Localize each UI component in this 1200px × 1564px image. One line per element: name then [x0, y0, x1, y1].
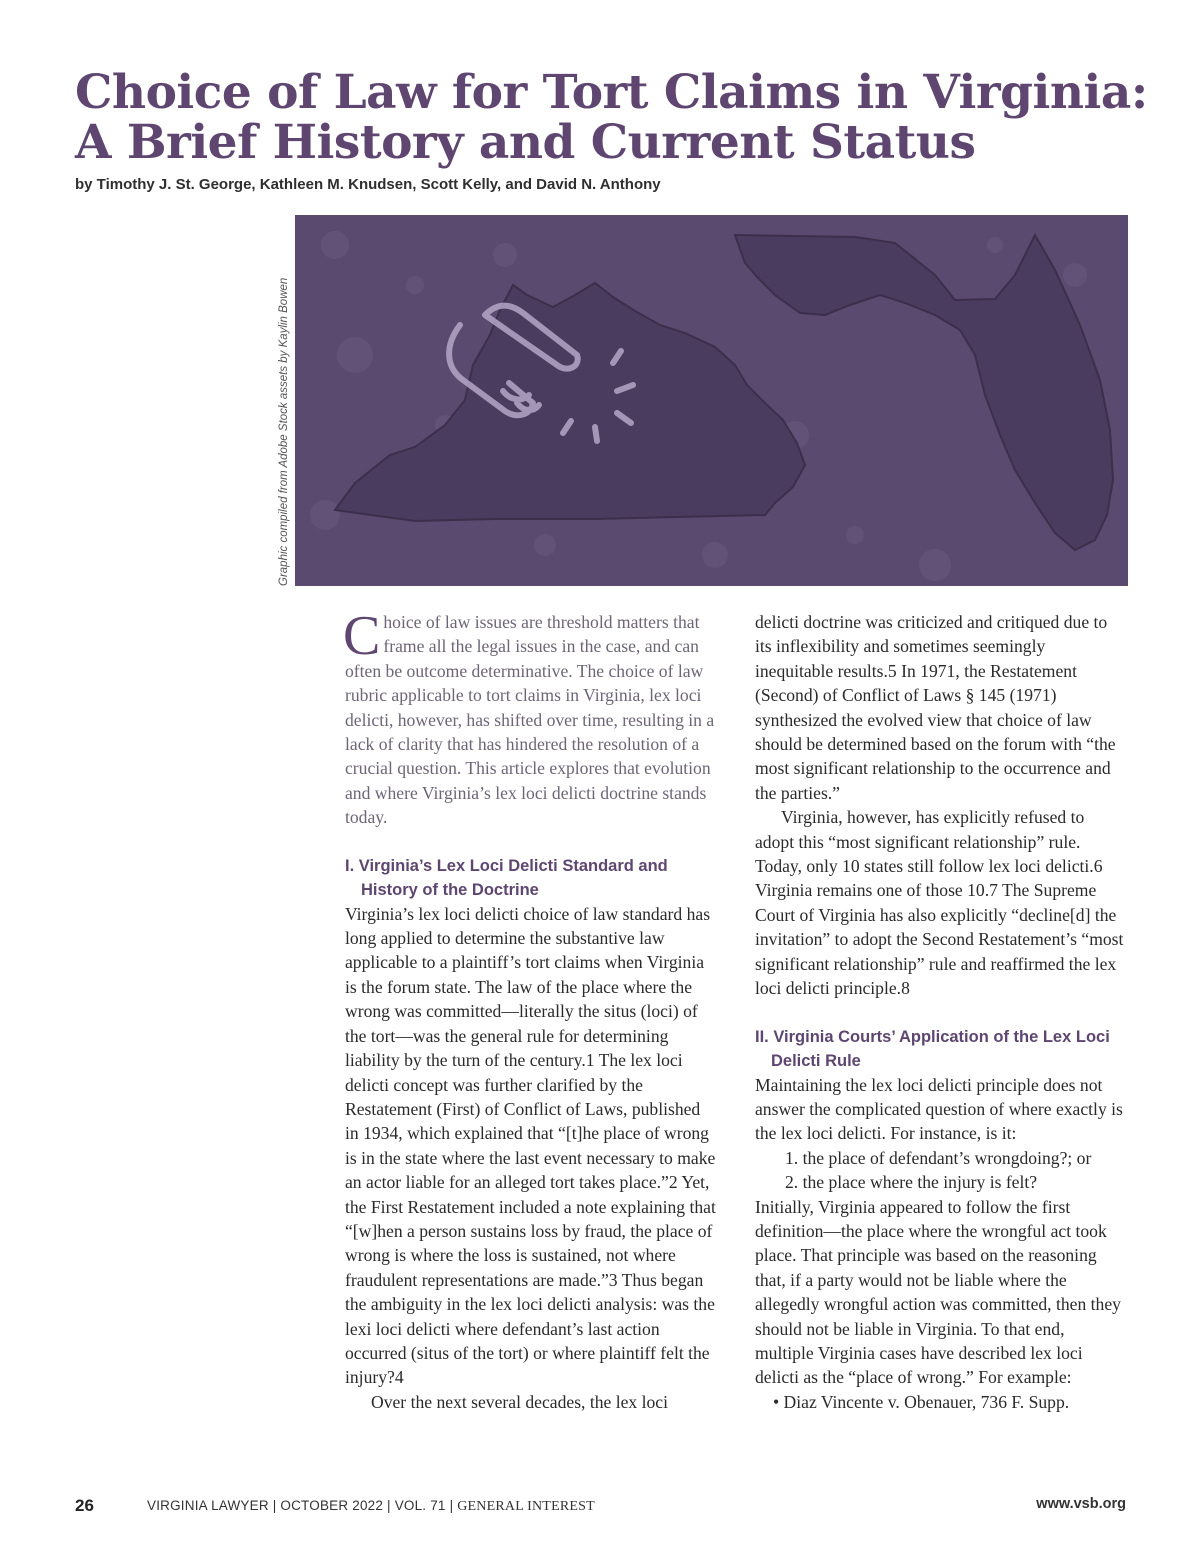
section-name: GENERAL INTEREST: [457, 1499, 595, 1514]
article-title-line-2: A Brief History and Current Status: [75, 115, 976, 170]
section-heading-1: I. Virginia’s Lex Loci Delicti Standard and History of the Doctrine: [345, 856, 668, 899]
section-heading-2: II. Virginia Courts’ Application of the Lex Loci Delicti Rule: [755, 1027, 1110, 1070]
body-column-left: [343, 605, 717, 1414]
map-graphic: [295, 215, 1128, 586]
intro-paragraph: [343, 605, 717, 830]
footer-url[interactable]: www.vsb.org: [1036, 1496, 1126, 1512]
article-title: [75, 65, 1155, 170]
page-number: 26: [75, 1496, 94, 1515]
image-credit: Graphic compiled from Adobe Stock assets by Kaylin Bowen: [278, 277, 290, 586]
body-paragraph-2-end: delicti doctrine was criticized and critiqued due to its inflexibility and sometimes seemingly inequitable results.5 In 1971, the Restatement (Second) of Conflict of Laws § 145 (1971) synthesized the evolved view that choice of law should be determined based on the forum with “the most significant relationship to the occurrence and the parties.”: [755, 612, 1116, 803]
body-paragraph-4: Maintaining the lex loci delicti principle does not answer the complicated question of where exactly is the lex loci delicti. For instance, is it:: [755, 1074, 1123, 1144]
body-paragraph-5: Initially, Virginia appeared to follow the first definition—the place where the wrongful act took place. That principle was based on the reasoning that, if a party would not be liable where the allegedly wrongful action was committed, then they should not be liable in Virginia. To that end, multiple Virginia cases have described lex loci delicti as the “place of wrong.” For example:: [755, 1196, 1121, 1388]
bullet-item: • Diaz Vincente v. Obenauer, 736 F. Supp.: [773, 1391, 1070, 1412]
intro-text: hoice of law issues are threshold matters that frame all the legal issues in the case, and can often be outcome determinative. The choice of law rubric applicable to tort claims in Virginia, lex loci delicti, however, has shifted over time, resulting in a lack of clarity that has hindered the resolution of a crucial question. This article explores that evolution and where Virginia’s lex loci delicti doctrine stands today.: [345, 612, 715, 828]
page-footer: [0, 1496, 1200, 1520]
body-paragraph-3: Virginia, however, has explicitly refused to adopt this “most significant relationship” rule. Today, only 10 states still follow lex loci delicti.6 Virginia remains one of those 10.7 The Supreme Court of Virginia has also explicitly “decline[d] the invitation” to adopt the Second Restatement’s “most significant relationship” rule and reaffirmed the lex loci delicti principle.8: [755, 807, 1124, 999]
masthead: [147, 1498, 595, 1515]
byline: by Timothy J. St. George, Kathleen M. Knudsen, Scott Kelly, and David N. Anthony: [75, 176, 661, 193]
body-column-right: [755, 610, 1127, 1414]
masthead-text: VIRGINIA LAWYER | OCTOBER 2022 | VOL. 71 |: [147, 1498, 458, 1513]
list-item: 1. the place of defendant’s wrongdoing?; or: [785, 1147, 1092, 1168]
body-paragraph-2-start: Over the next several decades, the lex loci: [371, 1391, 669, 1412]
article-title-line-1: Choice of Law for Tort Claims in Virginia:: [75, 65, 1148, 120]
body-paragraph-1: Virginia’s lex loci delicti choice of law standard has long applied to determine the substantive law applicable to a plaintiff’s tort claims when Virginia is the forum state. The law of the place where the wrong was committed—literally the situs (loci) of the tort—was the general rule for determining liability by the turn of the century.1 The lex loci delicti concept was further clarified by the Restatement (First) of Conflict of Laws, published in 1934, which explained that “[t]he place of wrong is in the state where the last event necessary to make an actor liable for an alleged tort takes place.”2 Yet, the First Restatement included a note explaining that “[w]hen a person sustains loss by fraud, the place of wrong is where the loss is sustained, not where fraudulent representations are made.”3 Thus began the ambiguity in the lex loci delicti analysis: was the lexi loci delicti where defendant’s last action occurred (situs of the tort) or where plaintiff felt the injury?4: [345, 903, 716, 1388]
hero-graphic: [295, 215, 1128, 586]
list-item: 2. the place where the injury is felt?: [785, 1172, 1038, 1193]
drop-cap: C: [343, 605, 381, 667]
